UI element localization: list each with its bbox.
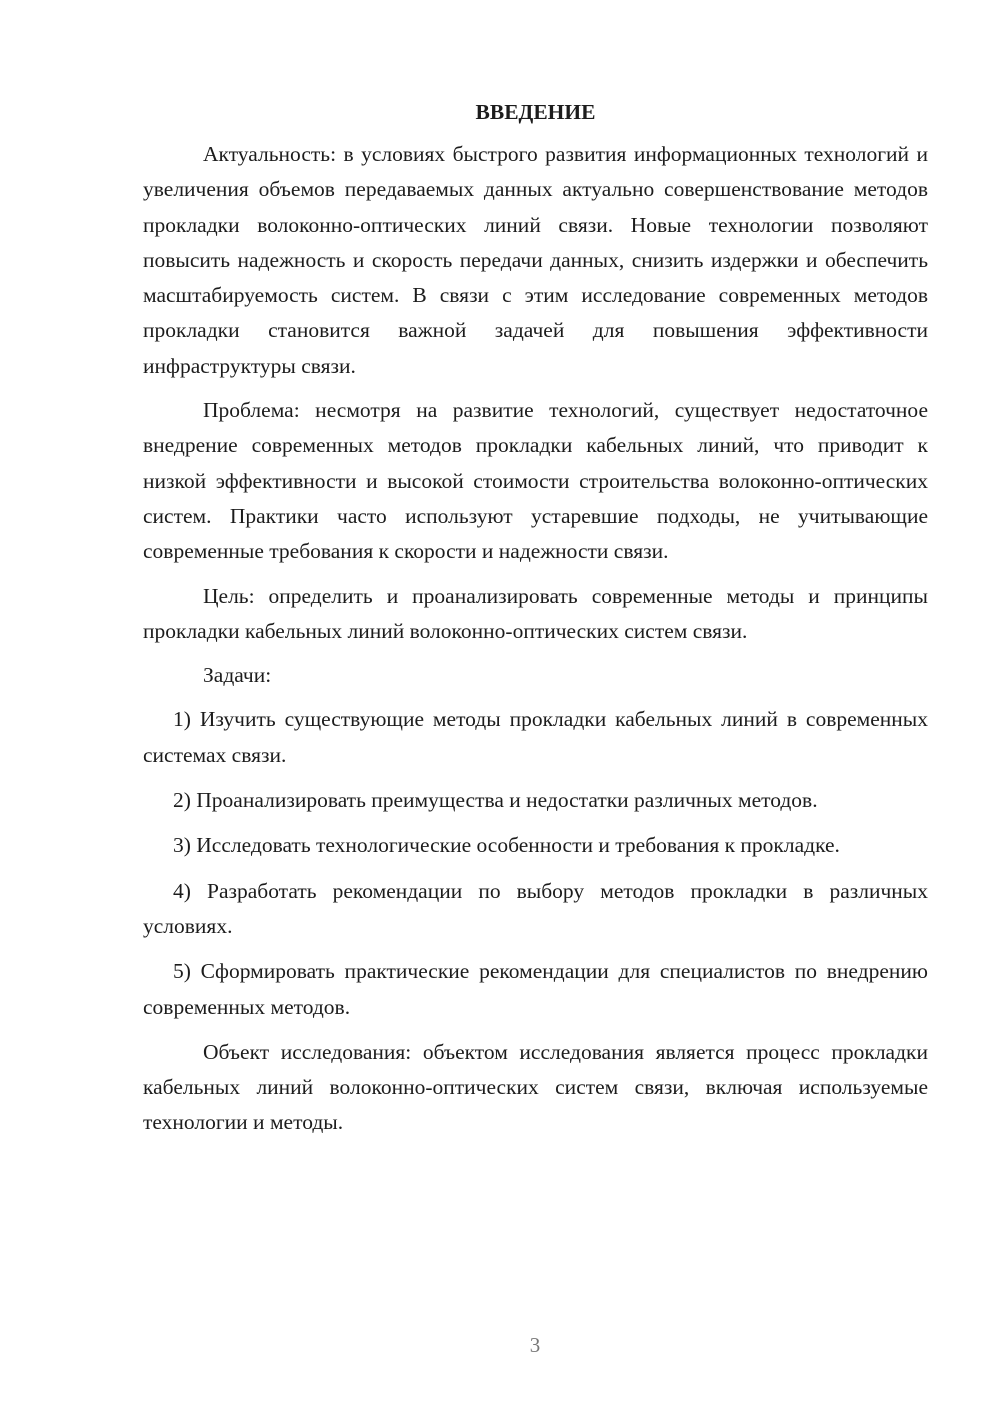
task-item: 4) Разработать рекомендации по выбору методов прокладки в различных условиях. — [143, 878, 928, 938]
page-title: ВВЕДЕНИЕ — [475, 100, 596, 124]
paragraph-object: Объект исследования: объектом исследования является процесс прокладки кабельных линий волоконно-оптических систем связи, включая используемые технологии и методы. — [143, 1039, 928, 1135]
task-item: 5) Сформировать практические рекомендации для специалистов по внедрению современных методов. — [143, 959, 928, 1019]
task-item: 3) Исследовать технологические особенности и требования к прокладке. — [173, 833, 840, 858]
paragraph-relevance: Актуальность: в условиях быстрого развития информационных технологий и увеличения объемов передаваемых данных актуально совершенствование методов прокладки волоконно-оптических линий связи. Новые технологии позволяют повысить надежность и скорость передачи данных, снизить издержки и обеспечить масштабируемость систем. В связи с этим исследование современных методов прокладки становится важной задачей для повышения эффективности инфраструктуры связи. — [143, 142, 928, 378]
page-number: 3 — [529, 1333, 541, 1357]
tasks-heading: Задачи: — [203, 663, 272, 688]
task-item: 1) Изучить существующие методы прокладки кабельных линий в современных системах связи. — [143, 707, 928, 767]
paragraph-goal: Цель: определить и проанализировать современные методы и принципы прокладки кабельных линий волоконно-оптических систем связи. — [143, 583, 928, 643]
paragraph-problem: Проблема: несмотря на развитие технологий, существует недостаточное внедрение современных методов прокладки кабельных линий, что приводит к низкой эффективности и высокой стоимости строительства волоконно-оптических систем. Практики часто используют устаревшие подходы, не учитывающие современные требования к скорости и надежности связи. — [143, 398, 928, 564]
task-item: 2) Проанализировать преимущества и недостатки различных методов. — [173, 788, 818, 813]
